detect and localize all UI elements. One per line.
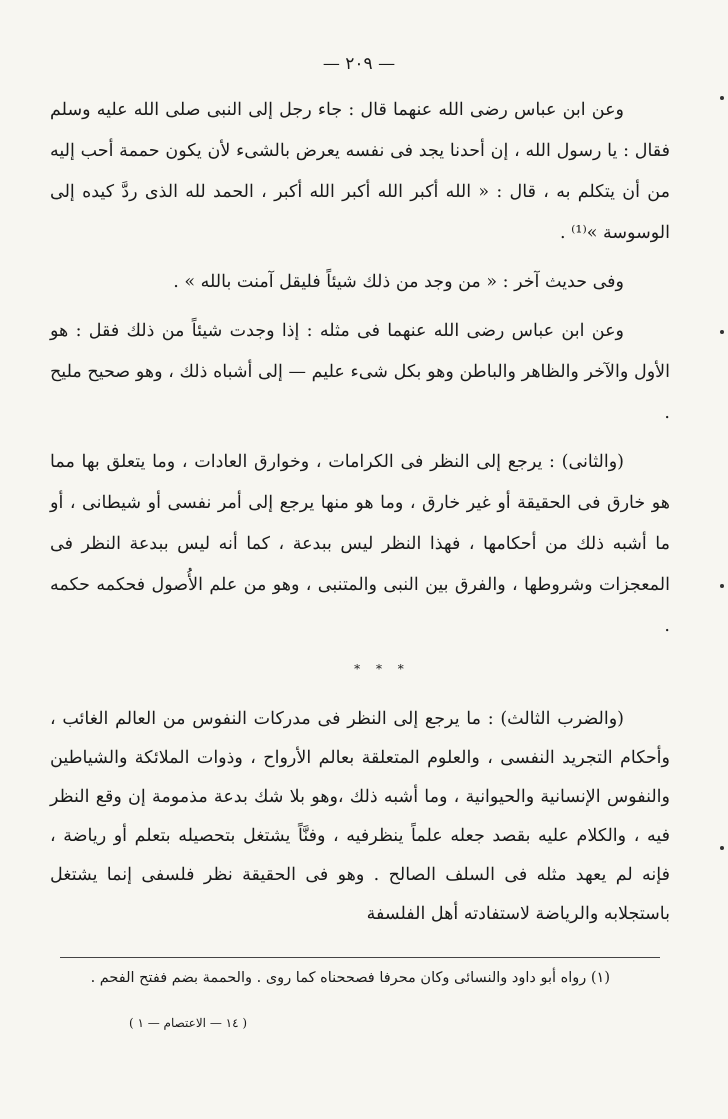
paragraph-2: وفى حديث آخر : « من وجد من ذلك شيئاً فليقل آمنت بالله » . (173, 272, 624, 292)
paragraph-gap (50, 434, 670, 442)
margin-mark (720, 846, 724, 850)
margin-mark (720, 584, 724, 588)
footnote-text: (١) رواه أبو داود والنسائى وكان محرفا فصححناه كما روى . والحممة بضم ففتح الفحم . (90, 970, 610, 986)
paragraph-1: وعن ابن عباس رضى الله عنهما قال : جاء رجل إلى النبى صلى الله عليه وسلم فقال : يا رسول الله ، إن أحدنا يجد فى نفسه يعرض بالشىء لأن يكون حممة أحب إليه من أن يتكلم به ، قال : « الله أكبر الله أكبر الله أكبر ، الحمد لله الذى ردَّ كيده إلى الوسوسة »⁽¹⁾ . (50, 100, 670, 243)
printer-signature: ( ١٤ — الاعتصام — ١ ) (128, 1016, 248, 1030)
main-text-top (50, 90, 670, 647)
paragraph-5: (والضرب الثالث) : ما يرجع إلى النظر فى مدركات النفوس من العالم الغائب ، وأحكام التجريد النفسى ، والعلوم المتعلقة بعالم الأرواح ، وذوات الملائكة والشياطين والنفوس الإنسانية والحيوانية ، وما أشبه ذلك ،وهو بلا شك بدعة مذمومة إن وقع النظر فيه ، والكلام عليه بقصد جعله علماً ينظرفيه ، وفنَّاً يشتغل بتحصيله بتعلم أو رياضة ، فإنه لم يعهد مثله فى السلف الصالح . وهو فى الحقيقة نظر فلسفى إنما يشتغل باستجلابه والرياضة لاستفادته أهل الفلسفة (50, 709, 670, 924)
section-separator: * * * (354, 662, 410, 676)
margin-mark (720, 330, 724, 334)
margin-mark (720, 96, 724, 100)
footnote-divider (60, 957, 660, 958)
paragraph-gap (50, 303, 670, 311)
main-text-bottom (50, 700, 670, 934)
paragraph-4: (والثانى) : يرجع إلى النظر فى الكرامات ، وخوارق العادات ، وما يتعلق بها مما هو خارق فى الحقيقة أو غير خارق ، وما هو منها يرجع إلى أمر نفسى أو شيطانى ، أو ما أشبه ذلك من أحكامها ، فهذا النظر ليس ببدعة ، كما أنه ليس ببدعة النظر فى المعجزات وشروطها ، والفرق بين النبى والمتنبى ، وهو من علم الأُصول فحكمه حكمه . (50, 452, 670, 636)
paragraph-3: وعن ابن عباس رضى الله عنهما فى مثله : إذا وجدت شيئاً من ذلك فقل : هو الأول والآخر والظاهر والباطن وهو بكل شىء عليم — إلى أشباه ذلك ، وهو صحيح مليح . (50, 321, 670, 423)
footnote (66, 966, 656, 990)
paragraph-gap (50, 254, 670, 262)
page-number: — ٢٠٩ — (322, 54, 396, 74)
